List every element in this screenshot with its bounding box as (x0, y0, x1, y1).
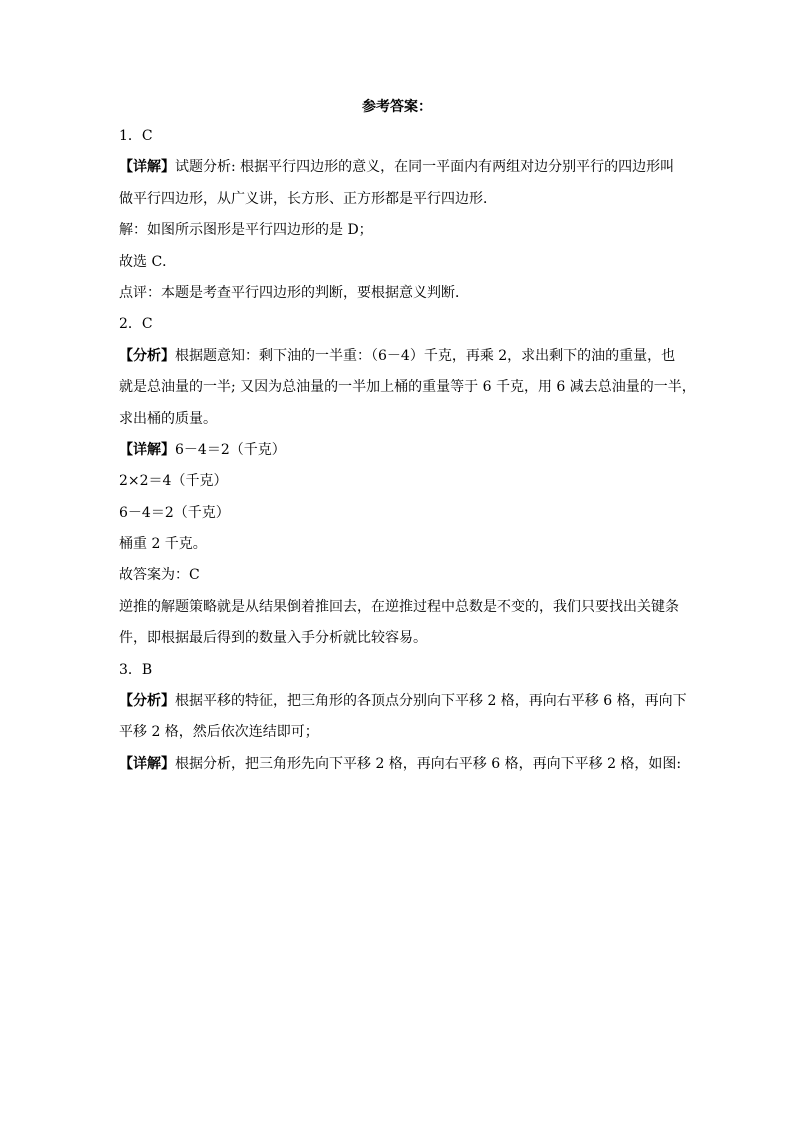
q3-analysis-line-1 (119, 686, 687, 717)
q1-choice: 故选 C． (119, 253, 177, 270)
q1-comment: 点评：本题是考查平行四边形的判断，要根据意义判断． (119, 284, 469, 301)
q1-solution: 解：如图所示图形是平行四边形的是 D； (119, 222, 373, 239)
q2-analysis-text-1: 根据题意知：剩下油的一半重：（6－4）千克，再乘 2，求出剩下的油的重量，也 (175, 347, 676, 364)
q2-analysis-line-2: 就是总油量的一半; 又因为总油量的一半加上桶的重量等于 6 千克，用 6 减去总油量的一半， (119, 379, 696, 396)
q2-calc-2: 2×2＝4（千克） (119, 473, 228, 490)
q3-number: 3．B (119, 661, 153, 678)
q1-number: 1．C (119, 128, 153, 144)
q2-answer: 故答案为：C (119, 567, 200, 584)
q3-detail-line-1 (119, 749, 682, 780)
q3-analysis-tag: 【分析】 (119, 693, 175, 710)
q3-detail-tag: 【详解】 (119, 755, 175, 772)
q2-analysis-line-1 (119, 341, 679, 372)
q1-detail-line-1 (119, 152, 679, 183)
answer-content (119, 121, 696, 780)
q2-number: 2．C (119, 316, 153, 333)
q2-analysis-line-3: 求出桶的质量。 (119, 410, 217, 427)
q3-analysis-text-1: 根据平移的特征，把三角形的各顶点分别向下平移 2 格，再向右平移 6 格，再向下 (175, 693, 687, 710)
q3-analysis-line-2: 平移 2 格，然后依次连结即可； (119, 724, 319, 741)
q1-detail-line-2: 做平行四边形，从广义讲，长方形、正方形都是平行四边形． (119, 190, 497, 207)
q3-detail-text-1: 根据分析，把三角形先向下平移 2 格，再向右平移 6 格，再向下平移 2 格，如图: (175, 755, 682, 772)
q1-detail-tag: 【详解】 (119, 159, 175, 176)
q2-conclusion: 桶重 2 千克。 (119, 536, 207, 553)
q2-note-line-2: 件，即根据最后得到的数量入手分析就比较容易。 (119, 630, 427, 647)
q2-calc-1: 6－4＝2（千克） (175, 441, 286, 458)
page-title: 参考答案： (362, 99, 432, 115)
q2-note-line-1: 逆推的解题策略就是从结果倒着推回去，在逆推过程中总数是不变的，我们只要找出关键条 (119, 598, 679, 615)
q2-detail-tag: 【详解】 (119, 441, 175, 458)
q2-analysis-tag: 【分析】 (119, 347, 175, 364)
q1-detail-text-1: 试题分析: 根据平行四边形的意义，在同一平面内有两组对边分别平行的四边形叫 (175, 159, 675, 176)
q2-calc-3: 6－4＝2（千克） (119, 504, 230, 521)
q2-detail-line-1 (119, 435, 679, 466)
